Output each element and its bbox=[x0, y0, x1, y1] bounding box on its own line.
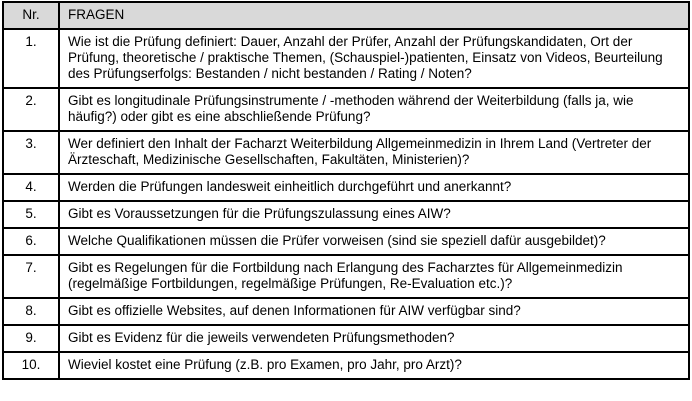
question-text: Wie ist die Prüfung definiert: Dauer, Anzahl der Prüfer, Anzahl der Prüfungskandidaten, Ort der Prüfung, theoretische / praktische Themen, (Schauspiel-)patienten, Einsatz von Videos, Beurteilung des Prüfungserfolgs: Bestanden / nicht bestanden / Rating / Noten? bbox=[59, 29, 689, 88]
row-number: 10. bbox=[3, 352, 59, 379]
table-row bbox=[3, 255, 689, 298]
table-row bbox=[3, 228, 689, 255]
table-row bbox=[3, 298, 689, 325]
row-number: 4. bbox=[3, 174, 59, 201]
question-text: Gibt es Voraussetzungen für die Prüfungszulassung eines AIW? bbox=[59, 201, 689, 228]
question-text: Gibt es offizielle Websites, auf denen Informationen für AIW verfügbar sind? bbox=[59, 298, 689, 325]
question-text: Gibt es Regelungen für die Fortbildung nach Erlangung des Facharztes für Allgemeinmedizin (regelmäßige Fortbildungen, regelmäßige Prüfungen, Re-Evaluation etc.)? bbox=[59, 255, 689, 298]
row-number: 6. bbox=[3, 228, 59, 255]
table-row bbox=[3, 325, 689, 352]
table-header-row bbox=[3, 2, 689, 29]
table-row bbox=[3, 29, 689, 88]
question-text: Gibt es Evidenz für die jeweils verwendeten Prüfungsmethoden? bbox=[59, 325, 689, 352]
question-text: Werden die Prüfungen landesweit einheitlich durchgeführt und anerkannt? bbox=[59, 174, 689, 201]
row-number: 3. bbox=[3, 131, 59, 174]
question-text: Gibt es longitudinale Prüfungsinstrumente / -methoden während der Weiterbildung (falls ja, wie häufig?) oder gibt es eine abschließende Prüfung? bbox=[59, 88, 689, 131]
table-row bbox=[3, 201, 689, 228]
row-number: 7. bbox=[3, 255, 59, 298]
row-number: 9. bbox=[3, 325, 59, 352]
header-cell-nr: Nr. bbox=[3, 2, 59, 29]
question-text: Wer definiert den Inhalt der Facharzt Weiterbildung Allgemeinmedizin in Ihrem Land (Vertreter der Ärzteschaft, Medizinische Gesellschaften, Fakultäten, Ministerien)? bbox=[59, 131, 689, 174]
table-row bbox=[3, 174, 689, 201]
table-row bbox=[3, 88, 689, 131]
row-number: 8. bbox=[3, 298, 59, 325]
question-text: Wieviel kostet eine Prüfung (z.B. pro Examen, pro Jahr, pro Arzt)? bbox=[59, 352, 689, 379]
row-number: 1. bbox=[3, 29, 59, 88]
fragen-table bbox=[2, 1, 690, 380]
table-row bbox=[3, 352, 689, 379]
question-text: Welche Qualifikationen müssen die Prüfer vorweisen (sind sie speziell dafür ausgebildet)? bbox=[59, 228, 689, 255]
row-number: 5. bbox=[3, 201, 59, 228]
table-row bbox=[3, 131, 689, 174]
header-cell-fragen: FRAGEN bbox=[59, 2, 689, 29]
row-number: 2. bbox=[3, 88, 59, 131]
